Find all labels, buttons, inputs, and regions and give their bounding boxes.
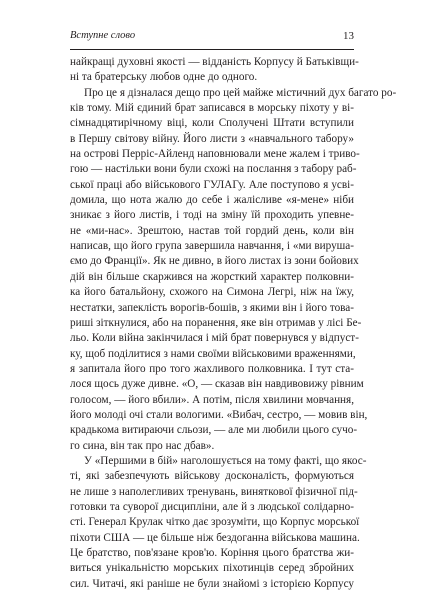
text-line: лося щось дуже дивне. «О, — сказав він навдивовижу рівним xyxy=(70,378,364,391)
text-line: сімнадцятирічному віці, коли Сполучені Штати вступили xyxy=(70,117,354,130)
text-line: не «ми-нас». Зрештою, настав той гордий день, коли він xyxy=(70,224,354,237)
text-line: його молоді очі стали вологими. «Вибач, сестро, — мовив він, xyxy=(70,408,368,421)
text-line: ку, щоб поділитися з нами своїми військовими враженнями, xyxy=(70,347,356,360)
text-line: найкращі духовні якості — відданість Корпусу й Батьківщи- xyxy=(70,56,359,68)
text-line: У «Першими в бій» наголошується на тому факті, що якос- xyxy=(84,454,367,467)
text-line: я запитала його про того жахливого полковника. І тут ста- xyxy=(70,362,354,375)
text-line: го сина, він так про нас дбав». xyxy=(70,439,215,452)
text-line: на острові Перріс-Айленд наповнювали мене жалем і триво- xyxy=(70,148,360,161)
text-line: ської праці або військового ГУЛАГу. Але поступово я усві- xyxy=(70,178,354,191)
text-line: сті. Генерал Крулак чітко дає зрозуміти, що Корпус морської xyxy=(70,516,360,529)
text-line: льо. Коли війна закінчилася і мій брат повернувся у відпуст- xyxy=(70,332,359,345)
text-line: виться унікальністю морських піхотинців серед збройних xyxy=(70,562,354,575)
text-line: ка його батальйону, схожого на Симона Легрі, ніж на їжу, xyxy=(70,286,354,299)
text-line: ємо до Франції». Як не дивно, в його листах із зони бойових xyxy=(70,255,359,268)
page-number: 13 xyxy=(343,30,354,42)
text-line: риші зіткнулися, або на поранення, яке він отримав у лісі Бе- xyxy=(70,316,362,329)
text-line: ні та братерську любов одне до одного. xyxy=(70,71,258,84)
text-line: крадькома витираючи сльози, — але ми любили цього сучо- xyxy=(70,424,358,437)
running-head: Вступне слово xyxy=(70,30,136,41)
text-line: гою — настільки вони були схожі на послання з табору раб- xyxy=(70,163,357,176)
text-line: домила, що нота жалю до себе і жалісливе «я-мене» ніби xyxy=(70,194,354,207)
text-line: сил. Читачі, які раніше не були знайомі з історією Корпусу xyxy=(70,577,354,590)
text-line: не лише з наполегливих тренувань, виняткової фізичної під- xyxy=(70,485,358,498)
text-line: піхоти США — це більше ніж бездоганна військова машина. xyxy=(70,531,360,544)
text-line: дій він більше скаржився на жорсткий характер полковни- xyxy=(70,270,354,283)
text-line: написав, що його група завершила навчання, і «ми вируша- xyxy=(70,240,354,253)
text-line: ті, які забезпечують військову досконалість, формуються xyxy=(70,470,354,483)
text-line: зникає з його листів, і тоді на зміну їй проходить упевне- xyxy=(70,209,354,222)
text-line: готовки та суворої дисципліни, але й з людської солідарно- xyxy=(70,500,354,513)
text-line: ків тому. Мій єдиний брат записався в морську піхоту у ві- xyxy=(70,102,354,115)
text-line: нестатки, запеклість ворогів-бошів, з якими він і його това- xyxy=(70,301,354,314)
body-text xyxy=(70,55,397,592)
text-line: голосом, — його вбили». А потім, після хвилини мовчання, xyxy=(70,393,354,406)
header-rule xyxy=(70,49,354,50)
text-line: Про це я дізналася дещо про цей майже містичний дух багато ро- xyxy=(84,86,397,99)
text-line: в Першу світову війну. Його листи з «навчального табору» xyxy=(70,132,354,145)
text-line: Це братство, пов'язане кров'ю. Коріння цього братства жи- xyxy=(70,547,354,559)
